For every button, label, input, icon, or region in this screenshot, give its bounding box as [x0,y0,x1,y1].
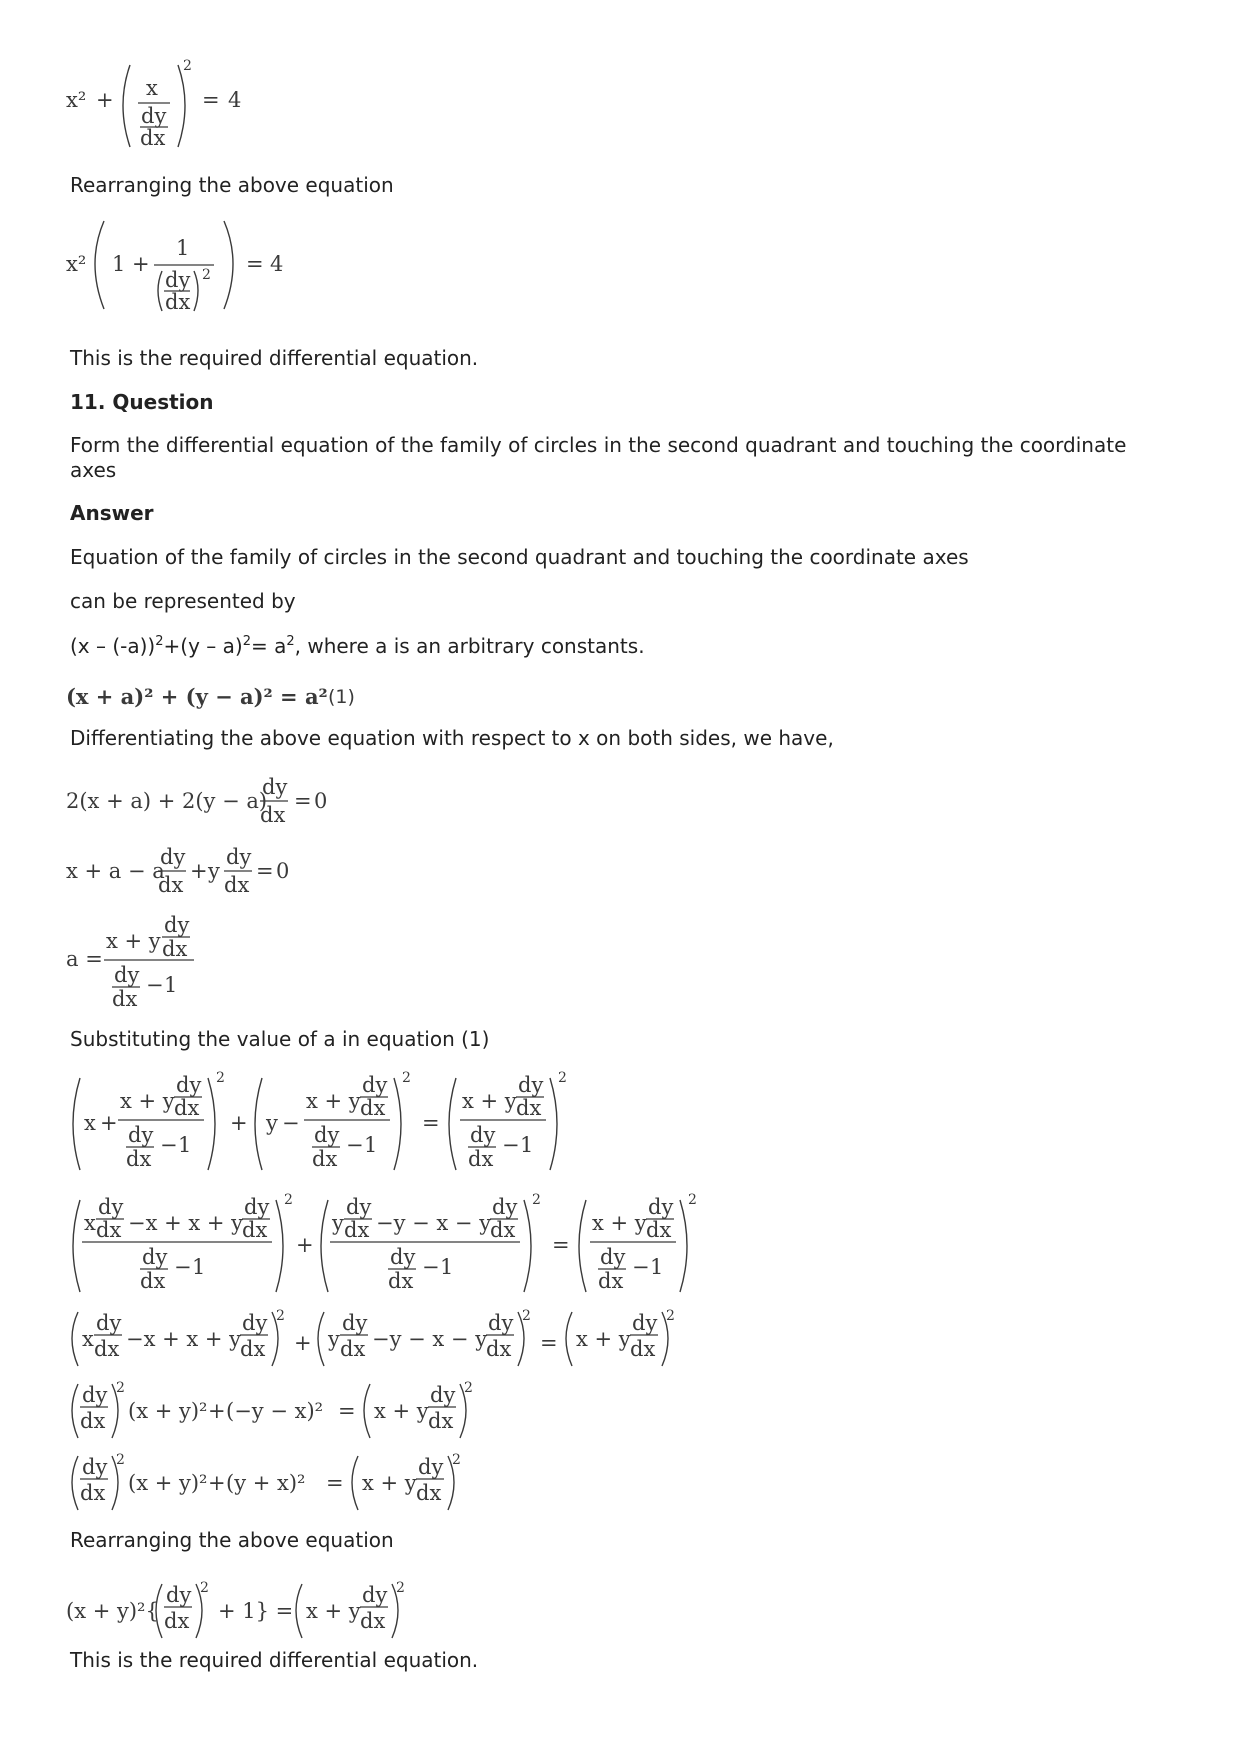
superscript: 2 [242,634,251,649]
eq-exp-2: 2 [522,1308,531,1324]
eq-minus: − [146,973,164,997]
eq-y: y [266,1111,278,1135]
text-part: , where a is an arbitrary constants. [294,634,645,658]
eq-exp-2: 2 [116,1380,125,1396]
eq-plus: + [208,1399,226,1423]
eq-plus: + [208,1471,226,1495]
paren-right [178,65,185,147]
eq-equals: = [338,1399,356,1423]
eq-dx: dx [162,937,188,961]
question-text: Form the differential equation of the family of circles in the second quadrant and touching the coordinate axes [70,433,1127,482]
eq-term: (−y − x)² [226,1399,324,1423]
equation-final-svg [66,1578,526,1642]
eq-dy: dy [82,1455,108,1479]
eq-four: 4 [270,252,284,276]
equation-a-value-svg [66,912,286,1012]
equation-rearranged [66,215,306,315]
paragraph-required-2: This is the required differential equation. [70,1648,479,1672]
eq-dy: dy [176,1073,202,1097]
eq-term: (y + x)² [226,1471,306,1495]
eq-dx: dx [388,1269,414,1293]
eq-exp-2: 2 [276,1308,285,1324]
eq-mid: −y − x − y [376,1211,492,1235]
eq-term: + 1} = [218,1599,294,1623]
eq-mid: −x + x + y [128,1211,244,1235]
eq-dx: dx [344,1218,370,1242]
eq-dy: dy [418,1455,444,1479]
eq-term: (x + y)² [128,1399,208,1423]
eq-one: 1 [520,1133,534,1157]
eq-x-plus-y: x + y [592,1211,647,1235]
eq-bold: (x + a)² + (y − a)² = a² [66,684,328,709]
paren-left [296,1584,302,1638]
paren-right [524,1200,531,1292]
eq-minus: − [282,1111,300,1135]
eq-plus: + [100,1111,118,1135]
superscript: 2 [155,634,164,649]
paren-left [72,1384,78,1438]
eq-x2: x² [66,252,87,276]
eq-dy: dy [226,845,252,869]
eq-exp-2: 2 [200,1580,209,1596]
eq-dx: dx [360,1609,386,1633]
paren-left [73,1078,80,1170]
eq-y: y [332,1211,344,1235]
eq-dx: dx [224,873,250,897]
eq-plus: + [296,1233,314,1257]
eq-dx: dx [240,1337,266,1361]
equation-a-value [66,912,286,1012]
eq-x-plus-y: x + y [306,1089,361,1113]
eq-dy: dy [242,1311,268,1335]
eq-dy: dy [470,1123,496,1147]
eq-minus: − [346,1133,364,1157]
eq-dx: dx [260,803,286,827]
eq-dy: dy [165,268,191,292]
eq-x-plus-y: x + y [106,929,161,953]
paragraph-rearranging-2: Rearranging the above equation [70,1528,394,1552]
text-part: (x – (-a)) [70,634,156,658]
eq-dx: dx [140,126,166,150]
eq-term: (x + y)² [128,1471,208,1495]
eq-dy: dy [492,1195,518,1219]
eq-zero: 0 [276,859,290,883]
eq-dx: dx [80,1409,106,1433]
paragraph-differentiating: Differentiating the above equation with respect to x on both sides, we have, [70,726,834,750]
eq-four: 4 [228,88,242,112]
paren-left [579,1200,586,1292]
eq-equals: = [202,88,220,112]
eq-dy: dy [390,1245,416,1269]
paren-left [72,1456,78,1510]
eq-minus: − [422,1255,440,1279]
eq-equals: = [294,789,312,813]
eq-equals: = [246,252,264,276]
eq-dy: dy [141,104,167,128]
eq-dy: dy [600,1245,626,1269]
eq-plus: + [190,859,208,883]
eq-y: y [328,1327,340,1351]
eq-dx: dx [174,1096,200,1120]
eq-dx: dx [468,1147,494,1171]
equation-factored-2-svg [66,1450,566,1514]
eq-dx: dx [164,1609,190,1633]
equation-substituted-2 [66,1190,716,1300]
paren-right [224,221,233,309]
eq-x2: x² [66,88,87,112]
eq-plus: + [96,88,114,112]
eq-mid: −x + x + y [126,1327,242,1351]
paren-right-small [194,271,198,311]
eq-exp-2: 2 [402,1070,411,1086]
eq-minus: − [160,1133,178,1157]
eq-dy: dy [342,1311,368,1335]
eq-exp-2: 2 [116,1452,125,1468]
eq-dx: dx [340,1337,366,1361]
eq-dx: dx [428,1409,454,1433]
eq-plus: + [294,1331,312,1355]
eq-dy: dy [362,1073,388,1097]
eq-dx: dx [486,1337,512,1361]
eq-equals: = [326,1471,344,1495]
eq-dx: dx [630,1337,656,1361]
eq-dx: dx [416,1481,442,1505]
text-part: = a [250,634,287,658]
eq-exp-2: 2 [202,267,211,283]
eq-one: 1 [192,1255,206,1279]
paren-left-small [158,271,162,311]
eq-term: (x + y)²{ [66,1599,159,1623]
eq-dx: dx [360,1096,386,1120]
equation-substituted-1-svg [66,1068,586,1178]
eq-dx: dx [80,1481,106,1505]
paren-right [208,1078,215,1170]
eq-dy: dy [262,775,288,799]
eq-x: x [84,1211,96,1235]
eq-dy: dy [314,1123,340,1147]
eq-dx: dx [94,1337,120,1361]
eq-lhs: 2(x + a) + 2(y − a) [66,789,268,813]
eq-exp-2: 2 [558,1070,567,1086]
equation-rearranged-svg [66,215,306,315]
paren-right [276,1200,283,1292]
equation-final [66,1578,526,1642]
paren-left [566,1312,572,1366]
paren-left [73,1200,80,1292]
eq-dy: dy [166,1583,192,1607]
eq-exp-2: 2 [464,1380,473,1396]
equation-circle-form [66,55,286,155]
eq-dx: dx [96,1218,122,1242]
eq-one: 1 [164,973,178,997]
equation-simplified-svg [66,1306,706,1370]
eq-exp-2: 2 [666,1308,675,1324]
eq-equals: = [540,1331,558,1355]
eq-mid: −y − x − y [372,1327,488,1351]
equation-factored-1 [66,1378,566,1442]
eq-x-plus-y: x + y [362,1471,417,1495]
eq-minus: − [632,1255,650,1279]
paragraph-family: Equation of the family of circles in the second quadrant and touching the coordinate axes [70,545,969,569]
paren-left [72,1312,78,1366]
eq-dy: dy [518,1073,544,1097]
eq-equals: = [422,1111,440,1135]
eq-one: 1 [364,1133,378,1157]
eq-one-plus: 1 + [112,252,150,276]
eq-dy: dy [362,1583,388,1607]
paren-left [449,1078,456,1170]
eq-a-equals: a = [66,947,103,971]
eq-x: x [84,1111,96,1135]
eq-dx: dx [242,1218,268,1242]
eq-minus: − [174,1255,192,1279]
eq-dx: dx [516,1096,542,1120]
eq-dx: dx [490,1218,516,1242]
eq-dx: dx [158,873,184,897]
eq-dx: dx [140,1269,166,1293]
eq-dy: dy [430,1383,456,1407]
equation-substituted-1 [66,1068,586,1178]
paragraph-rearranging: Rearranging the above equation [70,173,394,197]
question-heading: 11. Question [70,390,214,414]
eq-zero: 0 [314,789,328,813]
eq-x-plus-y: x + y [306,1599,361,1623]
eq-num-one: 1 [176,236,190,260]
eq-dy: dy [114,963,140,987]
superscript: 2 [286,634,295,649]
paragraph-substituting: Substituting the value of a in equation (1) [70,1027,490,1051]
eq-dx: dx [165,290,191,314]
equation-substituted-2-svg [66,1190,716,1300]
eq-one: 1 [650,1255,664,1279]
eq-one: 1 [178,1133,192,1157]
paren-right [550,1078,557,1170]
equation-expanded [66,840,366,900]
equation-derivative [66,768,366,828]
eq-dy: dy [244,1195,270,1219]
equation-derivative-svg [66,768,366,828]
paragraph-represented: can be represented by [70,589,296,613]
paren-left [123,65,130,147]
eq-dy: dy [96,1311,122,1335]
eq-dy: dy [142,1245,168,1269]
equation-expanded-svg [66,840,366,900]
eq-dx: dx [312,1147,338,1171]
equation-1 [66,680,406,714]
equation-1-svg [66,680,406,714]
eq-label: (1) [328,686,355,708]
eq-exp-2: 2 [688,1192,697,1208]
paren-right [680,1200,687,1292]
eq-dy: dy [648,1195,674,1219]
eq-x-plus-y: x + y [576,1327,631,1351]
answer-heading: Answer [70,501,154,525]
equation-simplified [66,1306,706,1370]
paren-left [318,1312,324,1366]
eq-dy: dy [488,1311,514,1335]
equation-circle-form-svg [66,55,286,155]
equation-factored-2 [66,1450,566,1514]
eq-num-x: x [146,76,158,100]
paren-left [321,1200,328,1292]
eq-one: 1 [440,1255,454,1279]
eq-x-plus-y: x + y [374,1399,429,1423]
eq-dy: dy [346,1195,372,1219]
eq-dy: dy [164,913,190,937]
eq-dy: dy [82,1383,108,1407]
eq-x: x [82,1327,94,1351]
eq-exp-2: 2 [216,1070,225,1086]
eq-dy: dy [128,1123,154,1147]
paren-left [364,1384,370,1438]
eq-lhs: x + a − a [66,859,165,883]
eq-exp-2: 2 [396,1580,405,1596]
paragraph-required: This is the required differential equation. [70,346,479,370]
paren-left [255,1078,262,1170]
eq-equals: = [256,859,274,883]
eq-x-plus-y: x + y [120,1089,175,1113]
paren-left [352,1456,358,1510]
eq-minus: − [502,1133,520,1157]
eq-exp-2: 2 [183,58,192,74]
eq-y: y [208,859,220,883]
eq-exp-2: 2 [452,1452,461,1468]
eq-equals: = [552,1233,570,1257]
eq-exp-2: 2 [284,1192,293,1208]
paren-right [394,1078,401,1170]
eq-dx: dx [126,1147,152,1171]
text-part: +(y – a) [163,634,243,658]
eq-dy: dy [160,845,186,869]
eq-x-plus-y: x + y [462,1089,517,1113]
equation-factored-1-svg [66,1378,566,1442]
eq-plus: + [230,1111,248,1135]
eq-dx: dx [646,1218,672,1242]
eq-exp-2: 2 [532,1192,541,1208]
eq-dx: dx [598,1269,624,1293]
eq-dx: dx [112,987,138,1011]
eq-dy: dy [632,1311,658,1335]
paragraph-circle-equation [70,634,645,659]
paren-left [95,221,104,309]
eq-dy: dy [98,1195,124,1219]
